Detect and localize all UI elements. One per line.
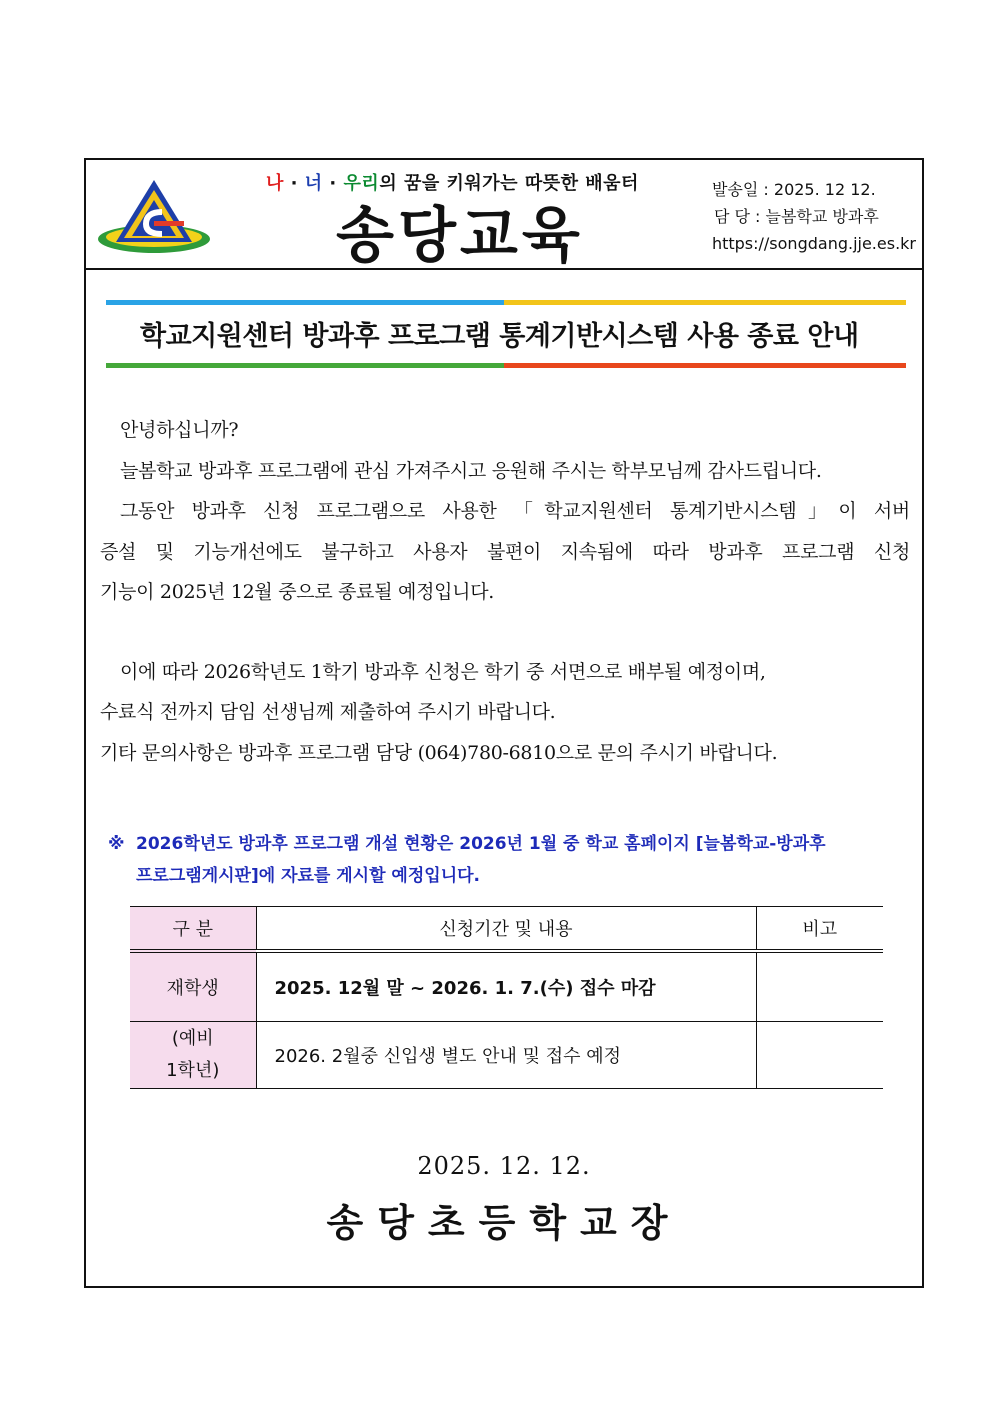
body-line-2: 그동안 방과후 신청 프로그램으로 사용한 「학교지원센터 통계기반시스템」이 서버	[120, 500, 910, 522]
newsletter-masthead: 송당교육	[336, 201, 584, 271]
document-frame	[84, 158, 924, 1288]
row-content: 2026. 2월중 신입생 별도 안내 및 접수 예정	[256, 1021, 756, 1088]
title-bar-bottom-left	[106, 363, 504, 368]
title-bar-top-left	[106, 300, 504, 305]
header-content: 신청기간 및 내용	[256, 907, 756, 952]
slogan-word-na: 나	[266, 173, 284, 194]
notice-line-1	[108, 828, 918, 860]
issue-contact: 담 당 : 늘봄학교 방과후	[713, 207, 879, 226]
notice-text-2: 프로그램게시판]에 자료를 게시할 예정입니다.	[136, 866, 481, 886]
body-line-3: 증설 및 기능개선에도 불구하고 사용자 불편이 지속됨에 따라 방과후 프로그램 신청	[100, 540, 910, 563]
row-content: 2025. 12월 말 ~ 2026. 1. 7.(수) 접수 마감	[256, 951, 756, 1021]
row-category: 재학생	[130, 951, 256, 1021]
body-line-5: 이에 따라 2026학년도 1학기 방과후 신청은 학기 중 서면으로 배부될 예정이며,	[120, 660, 766, 683]
program-notice	[108, 828, 918, 892]
body-line-4: 기능이 2025년 12월 중으로 종료될 예정입니다.	[100, 581, 495, 603]
row-note	[756, 1021, 883, 1088]
title-bar-bottom-right	[504, 363, 906, 368]
row-category	[130, 1021, 256, 1088]
body-line-1: 늘봄학교 방과후 프로그램에 관심 가져주시고 응원해 주시는 학부모님께 감사드립니다.	[120, 459, 822, 482]
school-url[interactable]: https://songdang.jje.es.kr	[711, 234, 916, 253]
body-line-7: 기타 문의사항은 방과후 프로그램 담당 (064)780-6810으로 문의 주시기 바랍니다.	[100, 741, 778, 764]
schedule-table	[130, 906, 883, 1089]
signer-name: 송당초등학교장	[326, 1200, 682, 1245]
header-category: 구 분	[130, 907, 256, 952]
issue-date: 발송일 : 2025. 12 12.	[711, 180, 876, 199]
body-line-6: 수료식 전까지 담임 선생님께 제출하여 주시기 바랍니다.	[100, 701, 556, 723]
row-category-line-2: 1학년)	[166, 1059, 220, 1081]
notice-title: 학교지원센터 방과후 프로그램 통계기반시스템 사용 종료 안내	[140, 321, 859, 352]
notice-text-1: 2026학년도 방과후 프로그램 개설 현황은 2026년 1월 중 학교 홈페이지 [늘봄학교-방과후	[136, 834, 826, 854]
slogan-word-uri: 우리	[343, 173, 380, 194]
row-category-line-1: (예비	[171, 1027, 214, 1049]
header-note: 비고	[756, 907, 883, 952]
title-bar-top-right	[504, 300, 906, 305]
letterhead	[86, 160, 922, 270]
table-row	[130, 951, 883, 1021]
slogan-rest: 의 꿈을 키워가는 따뜻한 배움터	[379, 173, 639, 194]
title-band	[106, 300, 906, 368]
slogan-dot: ·	[322, 173, 344, 194]
row-note	[756, 951, 883, 1021]
issue-info	[712, 176, 916, 257]
table-row	[130, 1021, 883, 1088]
signature-date: 2025. 12. 12.	[417, 1152, 591, 1180]
table-header-row	[130, 907, 883, 952]
slogan-word-neo: 너	[304, 173, 323, 194]
paragraph-gap	[100, 613, 910, 652]
slogan-dot: ·	[283, 173, 305, 194]
school-logo	[96, 176, 214, 256]
greeting: 안녕하십니까?	[120, 419, 239, 441]
letter-body	[100, 410, 910, 773]
reference-mark-icon: ※	[108, 834, 125, 854]
